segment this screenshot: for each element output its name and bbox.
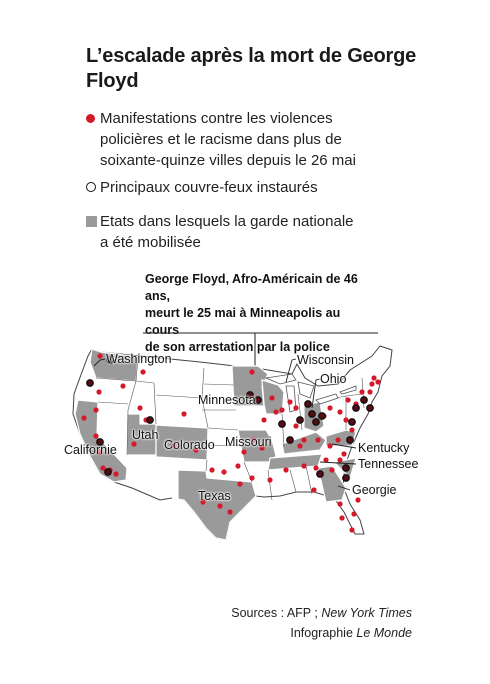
curfew-dot [147, 417, 153, 423]
protest-dot [97, 353, 102, 358]
label-colorado: Colorado [164, 438, 215, 452]
curfew-dot [309, 411, 315, 417]
label-tennessee: Tennessee [358, 457, 419, 471]
curfew-dot [305, 401, 311, 407]
annotation-line1: George Floyd, Afro-Américain de 46 ans, [145, 272, 358, 303]
protest-dot [293, 423, 298, 428]
label-texas: Texas [198, 489, 231, 503]
protest-dot [249, 475, 254, 480]
protest-dot [93, 407, 98, 412]
protest-dot [96, 389, 101, 394]
curfew-dot [279, 421, 285, 427]
curfew-dot [287, 437, 293, 443]
protest-dot [341, 451, 346, 456]
sources-nyt: New York Times [321, 606, 412, 620]
protest-dot [335, 437, 340, 442]
protest-dot [261, 417, 266, 422]
protest-dot [287, 399, 292, 404]
curfew-dot [343, 465, 349, 471]
protest-dot [237, 481, 242, 486]
legend-protests-line1: Manifestations contre les violences [100, 110, 333, 127]
protest-dot [283, 467, 288, 472]
label-kentucky: Kentucky [358, 441, 410, 455]
protest-dot [273, 409, 278, 414]
protest-dot [81, 415, 86, 420]
protest-dot [93, 433, 98, 438]
protest-dot [301, 463, 306, 468]
label-minnesota: Minnesota [198, 393, 256, 407]
protest-dot [269, 395, 274, 400]
legend-protests-line3: soixante-quinze villes depuis le 26 mai [100, 152, 356, 169]
protest-dot [369, 381, 374, 386]
protest-dot [359, 389, 364, 394]
protest-dot [349, 427, 354, 432]
protest-dot [315, 437, 320, 442]
protest-dot [313, 465, 318, 470]
protest-dot [241, 449, 246, 454]
annotation-line3: de son arrestation par la police [145, 340, 330, 354]
credit-prefix: Infographie [290, 626, 357, 640]
curfew-dot [361, 397, 367, 403]
curfew-dot [317, 471, 323, 477]
protest-dot [279, 407, 284, 412]
curfew-dot [297, 417, 303, 423]
label-utah: Utah [132, 428, 159, 442]
sources-block [231, 603, 412, 643]
protest-dot [337, 501, 342, 506]
protest-dot [301, 437, 306, 442]
label-wisconsin: Wisconsin [297, 353, 354, 367]
curfew-dot [313, 419, 319, 425]
protest-dot [327, 405, 332, 410]
protest-dot [367, 389, 372, 394]
protest-dot [327, 443, 332, 448]
label-ohio: Ohio [320, 372, 347, 386]
label-georgia: Georgie [352, 483, 397, 497]
protest-dot [351, 511, 356, 516]
protest-dot [131, 441, 136, 446]
protest-dot [339, 515, 344, 520]
legend-protests-line2: policières et le racisme dans plus de [100, 131, 342, 148]
protest-dot [337, 457, 342, 462]
protest-dot [329, 467, 334, 472]
protest-dot [227, 509, 232, 514]
protest-dot [140, 369, 145, 374]
curfew-dot [347, 437, 353, 443]
protest-dot [375, 379, 380, 384]
credit-line [231, 623, 412, 643]
map-title: L’escalade après la mort de George Floyd [86, 45, 417, 92]
label-washington: Washington [106, 352, 172, 366]
protest-dot [217, 503, 222, 508]
protest-dot [297, 443, 302, 448]
curfew-dot [349, 419, 355, 425]
protest-dot [311, 487, 316, 492]
curfew-dot [87, 380, 93, 386]
protest-dot [343, 417, 348, 422]
credit-lemonde: Le Monde [356, 626, 412, 640]
curfew-dot [367, 405, 373, 411]
protest-dot [137, 405, 142, 410]
curfew-dot [105, 469, 111, 475]
protest-dot [209, 467, 214, 472]
protest-dot [249, 369, 254, 374]
label-missouri: Missouri [225, 435, 272, 449]
curfew-dot [343, 475, 349, 481]
legend-guard-line1: Etats dans lesquels la garde nationale [100, 213, 354, 230]
label-california: Californie [64, 443, 117, 457]
protest-dot [349, 527, 354, 532]
protest-dot [355, 497, 360, 502]
protest-dot [113, 471, 118, 476]
protest-dot [371, 375, 376, 380]
protest-dot [267, 477, 272, 482]
sources-prefix: Sources : AFP ; [231, 606, 322, 620]
protest-dot [235, 463, 240, 468]
curfew-dot [353, 405, 359, 411]
protest-dot [181, 411, 186, 416]
annotation-line2: meurt le 25 mai à Minneapolis au cours [145, 306, 341, 337]
protest-dot [293, 405, 298, 410]
legend-curfews-label: Principaux couvre-feux instaurés [100, 179, 318, 196]
legend-guard-line2: a été mobilisée [100, 234, 201, 251]
protest-dot [221, 469, 226, 474]
curfew-dot [319, 413, 325, 419]
protest-dot [120, 383, 125, 388]
sources-line [231, 603, 412, 623]
protest-dot [345, 397, 350, 402]
protest-dot [337, 409, 342, 414]
